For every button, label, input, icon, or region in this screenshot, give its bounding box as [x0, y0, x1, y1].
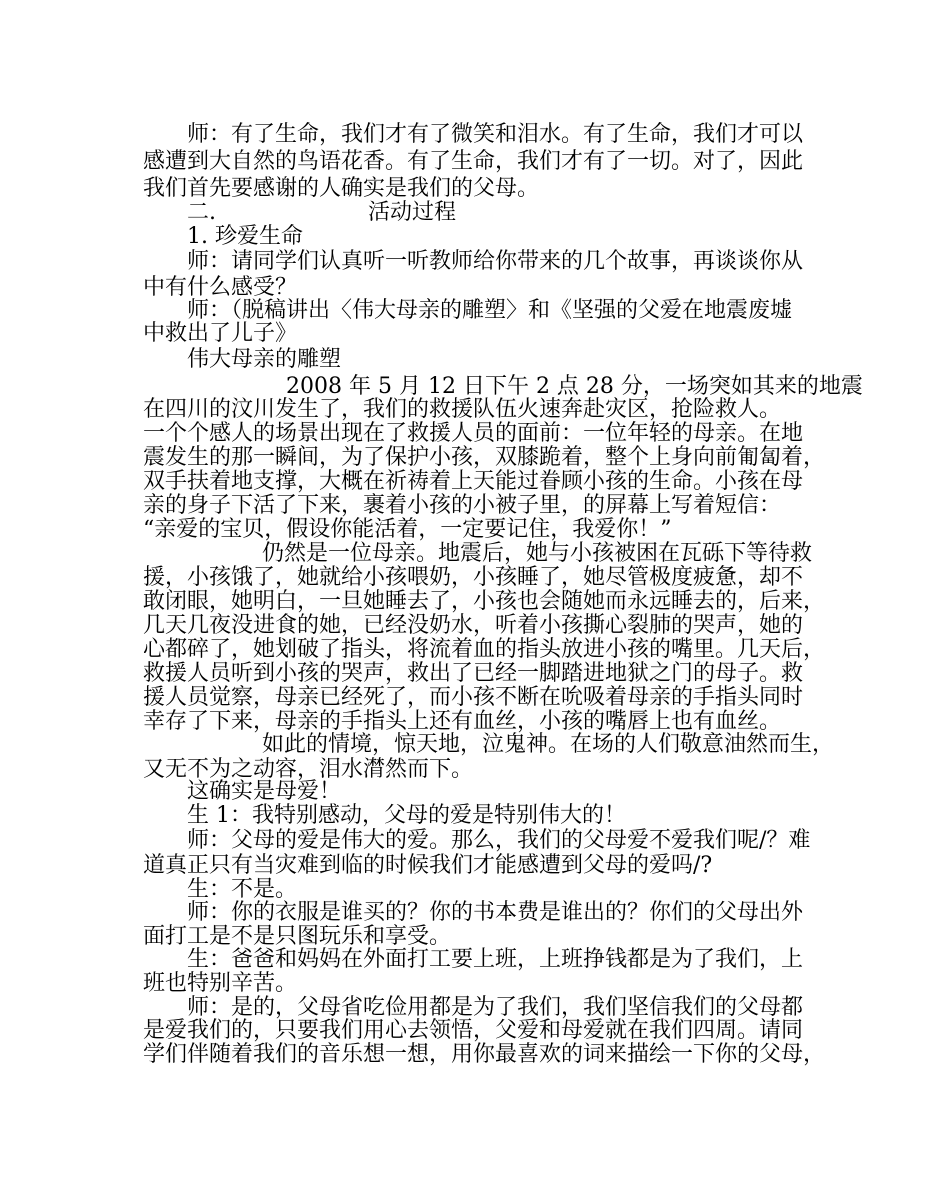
- text-line: 师：你的衣服是谁买的？你的书本费是谁出的？你们的父母出外: [187, 900, 804, 925]
- text-line: 我们首先要感谢的人确实是我们的父母。: [143, 176, 540, 201]
- text-line: 又无不为之动容，泪水潸然而下。: [143, 757, 474, 782]
- text-line: 这确实是母爱！: [187, 779, 342, 804]
- text-line: 师：有了生命，我们才有了微笑和泪水。有了生命，我们才可以: [187, 122, 804, 147]
- text-line: 震发生的那一瞬间，为了保护小孩，双膝跪着，整个上身向前匍匐着，: [143, 445, 826, 470]
- story-title: 伟大母亲的雕塑: [187, 347, 342, 372]
- text-line: 生：不是。: [187, 877, 298, 902]
- subsection-heading: 1. 珍爱生命: [187, 224, 303, 249]
- text-line: 中救出了儿子》: [143, 321, 298, 346]
- text-line: 学们伴随着我们的音乐想一想，用你最喜欢的词来描绘一下你的父母，: [143, 1042, 826, 1067]
- text-line: 生：爸爸和妈妈在外面打工要上班，上班挣钱都是为了我们，上: [187, 947, 804, 972]
- text-line: 幸存了下来，母亲的手指头上还有血丝，小孩的嘴唇上也有血丝。: [143, 709, 782, 734]
- text-line: 师：是的，父母省吃俭用都是为了我们，我们坚信我们的父母都: [187, 995, 804, 1020]
- text-line: 2008 年 5 月 12 日下午 2 点 28 分，一场突如其来的地震: [286, 374, 863, 399]
- section-number: 二.: [187, 200, 216, 225]
- text-line: 敢闭眼，她明白，一旦她睡去了，小孩也会随她而永远睡去的，后来，: [143, 589, 826, 614]
- text-line: 心都碎了，她划破了指头，将流着血的指头放进小孩的嘴里。几天后，: [143, 637, 826, 662]
- text-line: 是爱我们的，只要我们用心去领悟，父爱和母爱就在我们四周。请同: [143, 1018, 804, 1043]
- text-line: 在四川的汶川发生了，我们的救援队伍火速奔赴灾区，抢险救人。: [143, 397, 782, 422]
- text-line: 师：父母的爱是伟大的爱。那么，我们的父母爱不爱我们呢/？难: [187, 828, 811, 853]
- section-heading: 活动过程: [368, 200, 457, 225]
- text-line: 面打工是不是只图玩乐和享受。: [143, 924, 452, 949]
- text-line: 中有什么感受？: [143, 275, 298, 300]
- text-line: 亲的身子下活了下来，裹着小孩的小被子里，的屏幕上写着短信：: [143, 493, 782, 518]
- text-line: 一个个感人的场景出现在了救援人员的面前：一位年轻的母亲。在地: [143, 421, 804, 446]
- text-line: 班也特别辛苦。: [143, 971, 298, 996]
- text-line: 师：请同学们认真听一听教师给你带来的几个故事，再谈谈你从: [187, 249, 804, 274]
- text-line: 如此的情境，惊天地，泣鬼神。在场的人们敬意油然而生，: [262, 732, 835, 757]
- text-line: 道真正只有当灾难到临的时候我们才能感遭到父母的爱吗/?: [143, 853, 713, 878]
- text-line: 生 1：我特别感动，父母的爱是特别伟大的！: [187, 803, 626, 828]
- text-line: “亲爱的宝贝，假设你能活着，一定要记住，我爱你！”: [143, 517, 672, 542]
- text-line: 援，小孩饿了，她就给小孩喂奶，小孩睡了，她尽管极度疲惫，却不: [143, 565, 804, 590]
- text-line: 感遭到大自然的鸟语花香。有了生命，我们才有了一切。对了，因此: [143, 149, 804, 174]
- text-line: 几天几夜没进食的她，已经没奶水，听着小孩撕心裂肺的哭声，她的: [143, 613, 804, 638]
- text-line: 援人员觉察，母亲已经死了，而小孩不断在吮吸着母亲的手指头同时: [143, 685, 804, 710]
- text-line: 师：（脱稿讲出〈伟大母亲的雕塑〉和《坚强的父爱在地震废墟: [187, 298, 793, 323]
- text-line: 仍然是一位母亲。地震后，她与小孩被困在瓦砾下等待救: [262, 541, 813, 566]
- text-line: 救援人员听到小孩的哭声，救出了已经一脚踏进地狱之门的母子。救: [143, 661, 804, 686]
- text-line: 双手扶着地支撑，大概在祈祷着上天能过眷顾小孩的生命。小孩在母: [143, 469, 804, 494]
